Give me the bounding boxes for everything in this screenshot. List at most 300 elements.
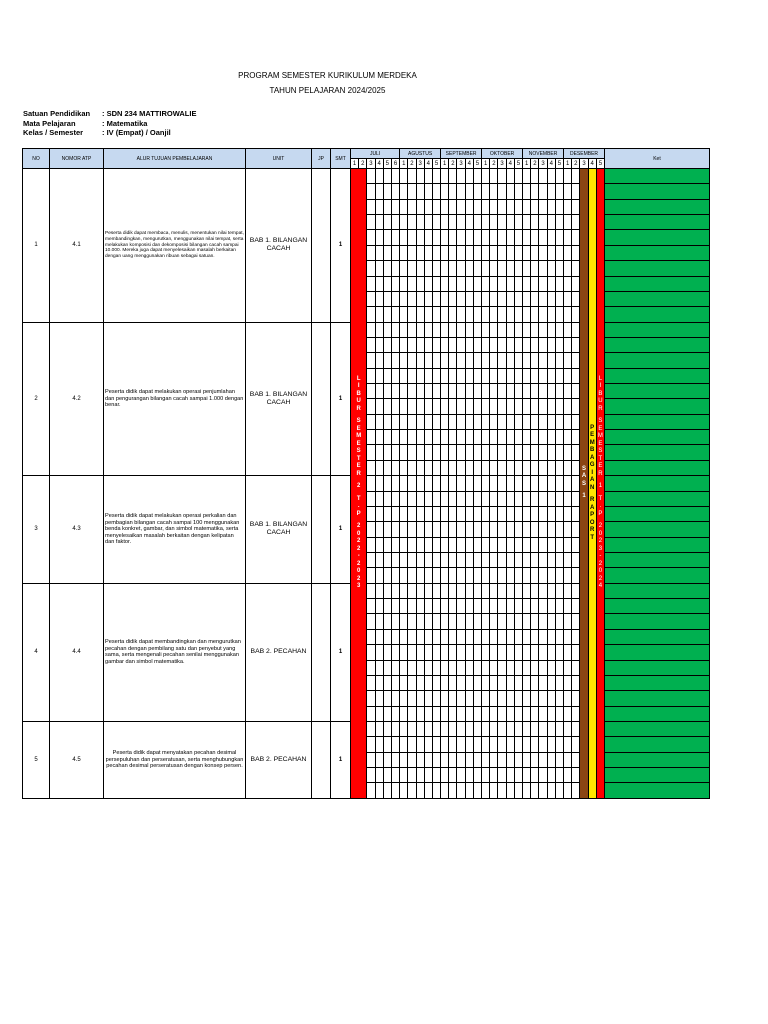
week-cell[interactable] (547, 752, 555, 767)
ket-cell[interactable] (604, 291, 709, 306)
week-cell[interactable] (531, 169, 539, 184)
week-cell[interactable] (482, 261, 490, 276)
week-cell[interactable] (547, 522, 555, 537)
week-cell[interactable] (506, 476, 514, 491)
week-cell[interactable] (449, 752, 457, 767)
week-cell[interactable] (547, 491, 555, 506)
week-cell[interactable] (383, 599, 391, 614)
week-cell[interactable] (514, 399, 522, 414)
week-cell[interactable] (375, 199, 383, 214)
week-cell[interactable] (498, 337, 506, 352)
week-cell[interactable] (531, 737, 539, 752)
week-cell[interactable] (432, 721, 440, 736)
week-cell[interactable] (531, 706, 539, 721)
week-cell[interactable] (473, 353, 481, 368)
week-cell[interactable] (523, 599, 531, 614)
week-cell[interactable] (547, 430, 555, 445)
week-cell[interactable] (547, 276, 555, 291)
week-cell[interactable] (490, 276, 498, 291)
week-cell[interactable] (564, 752, 572, 767)
week-cell[interactable] (391, 445, 399, 460)
week-cell[interactable] (416, 261, 424, 276)
week-cell[interactable] (498, 675, 506, 690)
week-cell[interactable] (514, 583, 522, 598)
week-cell[interactable] (564, 215, 572, 230)
week-cell[interactable] (449, 675, 457, 690)
week-cell[interactable] (465, 276, 473, 291)
week-cell[interactable] (555, 230, 563, 245)
week-cell[interactable] (432, 307, 440, 322)
week-cell[interactable] (391, 430, 399, 445)
week-cell[interactable] (547, 599, 555, 614)
week-cell[interactable] (523, 629, 531, 644)
week-cell[interactable] (367, 169, 375, 184)
week-cell[interactable] (572, 414, 580, 429)
week-cell[interactable] (523, 476, 531, 491)
week-cell[interactable] (547, 768, 555, 783)
week-cell[interactable] (473, 414, 481, 429)
week-cell[interactable] (375, 476, 383, 491)
week-cell[interactable] (383, 184, 391, 199)
week-cell[interactable] (555, 399, 563, 414)
week-cell[interactable] (367, 568, 375, 583)
week-cell[interactable] (465, 522, 473, 537)
week-cell[interactable] (555, 614, 563, 629)
week-cell[interactable] (514, 537, 522, 552)
week-cell[interactable] (408, 230, 416, 245)
week-cell[interactable] (375, 491, 383, 506)
week-cell[interactable] (457, 460, 465, 475)
week-cell[interactable] (564, 522, 572, 537)
week-cell[interactable] (432, 583, 440, 598)
week-cell[interactable] (482, 445, 490, 460)
week-cell[interactable] (564, 430, 572, 445)
week-cell[interactable] (416, 783, 424, 798)
week-cell[interactable] (506, 399, 514, 414)
week-cell[interactable] (400, 522, 408, 537)
week-cell[interactable] (531, 691, 539, 706)
week-cell[interactable] (498, 599, 506, 614)
week-cell[interactable] (408, 276, 416, 291)
week-cell[interactable] (432, 199, 440, 214)
week-cell[interactable] (473, 199, 481, 214)
week-cell[interactable] (383, 384, 391, 399)
week-cell[interactable] (408, 614, 416, 629)
week-cell[interactable] (408, 768, 416, 783)
week-cell[interactable] (424, 245, 432, 260)
week-cell[interactable] (465, 645, 473, 660)
week-cell[interactable] (408, 245, 416, 260)
week-cell[interactable] (383, 660, 391, 675)
week-cell[interactable] (547, 261, 555, 276)
week-cell[interactable] (424, 460, 432, 475)
week-cell[interactable] (490, 291, 498, 306)
week-cell[interactable] (391, 783, 399, 798)
week-cell[interactable] (572, 322, 580, 337)
week-cell[interactable] (432, 414, 440, 429)
week-cell[interactable] (408, 506, 416, 521)
week-cell[interactable] (564, 460, 572, 475)
week-cell[interactable] (367, 353, 375, 368)
week-cell[interactable] (375, 291, 383, 306)
week-cell[interactable] (482, 737, 490, 752)
week-cell[interactable] (400, 245, 408, 260)
week-cell[interactable] (514, 261, 522, 276)
week-cell[interactable] (523, 568, 531, 583)
week-cell[interactable] (555, 337, 563, 352)
week-cell[interactable] (531, 675, 539, 690)
week-cell[interactable] (564, 384, 572, 399)
week-cell[interactable] (564, 721, 572, 736)
week-cell[interactable] (375, 737, 383, 752)
week-cell[interactable] (441, 537, 449, 552)
week-cell[interactable] (473, 291, 481, 306)
week-cell[interactable] (482, 522, 490, 537)
week-cell[interactable] (449, 261, 457, 276)
week-cell[interactable] (408, 737, 416, 752)
week-cell[interactable] (408, 691, 416, 706)
week-cell[interactable] (416, 230, 424, 245)
week-cell[interactable] (482, 276, 490, 291)
week-cell[interactable] (473, 552, 481, 567)
week-cell[interactable] (416, 322, 424, 337)
week-cell[interactable] (375, 460, 383, 475)
week-cell[interactable] (506, 199, 514, 214)
week-cell[interactable] (498, 552, 506, 567)
week-cell[interactable] (391, 460, 399, 475)
week-cell[interactable] (375, 675, 383, 690)
week-cell[interactable] (506, 629, 514, 644)
week-cell[interactable] (424, 675, 432, 690)
week-cell[interactable] (514, 384, 522, 399)
week-cell[interactable] (432, 399, 440, 414)
week-cell[interactable] (555, 445, 563, 460)
week-cell[interactable] (531, 245, 539, 260)
week-cell[interactable] (367, 460, 375, 475)
week-cell[interactable] (457, 783, 465, 798)
week-cell[interactable] (555, 291, 563, 306)
week-cell[interactable] (506, 660, 514, 675)
week-cell[interactable] (432, 353, 440, 368)
week-cell[interactable] (457, 384, 465, 399)
week-cell[interactable] (531, 414, 539, 429)
week-cell[interactable] (465, 721, 473, 736)
week-cell[interactable] (523, 706, 531, 721)
week-cell[interactable] (555, 353, 563, 368)
week-cell[interactable] (441, 322, 449, 337)
week-cell[interactable] (482, 337, 490, 352)
week-cell[interactable] (498, 706, 506, 721)
week-cell[interactable] (490, 568, 498, 583)
week-cell[interactable] (432, 675, 440, 690)
week-cell[interactable] (547, 476, 555, 491)
week-cell[interactable] (514, 230, 522, 245)
week-cell[interactable] (506, 261, 514, 276)
week-cell[interactable] (547, 506, 555, 521)
week-cell[interactable] (564, 368, 572, 383)
week-cell[interactable] (490, 691, 498, 706)
week-cell[interactable] (465, 261, 473, 276)
week-cell[interactable] (506, 276, 514, 291)
week-cell[interactable] (555, 199, 563, 214)
week-cell[interactable] (391, 353, 399, 368)
week-cell[interactable] (498, 522, 506, 537)
week-cell[interactable] (441, 230, 449, 245)
week-cell[interactable] (449, 522, 457, 537)
week-cell[interactable] (375, 261, 383, 276)
week-cell[interactable] (523, 230, 531, 245)
week-cell[interactable] (375, 169, 383, 184)
week-cell[interactable] (514, 568, 522, 583)
week-cell[interactable] (572, 537, 580, 552)
week-cell[interactable] (449, 276, 457, 291)
week-cell[interactable] (400, 261, 408, 276)
week-cell[interactable] (457, 537, 465, 552)
week-cell[interactable] (432, 537, 440, 552)
week-cell[interactable] (539, 599, 547, 614)
week-cell[interactable] (506, 291, 514, 306)
week-cell[interactable] (555, 184, 563, 199)
ket-cell[interactable] (604, 522, 709, 537)
week-cell[interactable] (572, 645, 580, 660)
week-cell[interactable] (555, 768, 563, 783)
week-cell[interactable] (391, 768, 399, 783)
week-cell[interactable] (449, 460, 457, 475)
week-cell[interactable] (375, 384, 383, 399)
week-cell[interactable] (465, 245, 473, 260)
week-cell[interactable] (457, 476, 465, 491)
week-cell[interactable] (416, 491, 424, 506)
week-cell[interactable] (473, 675, 481, 690)
week-cell[interactable] (408, 675, 416, 690)
week-cell[interactable] (416, 675, 424, 690)
week-cell[interactable] (424, 783, 432, 798)
week-cell[interactable] (457, 445, 465, 460)
week-cell[interactable] (473, 399, 481, 414)
week-cell[interactable] (441, 291, 449, 306)
week-cell[interactable] (572, 660, 580, 675)
week-cell[interactable] (408, 721, 416, 736)
week-cell[interactable] (490, 399, 498, 414)
week-cell[interactable] (482, 460, 490, 475)
week-cell[interactable] (416, 768, 424, 783)
week-cell[interactable] (367, 660, 375, 675)
week-cell[interactable] (416, 476, 424, 491)
week-cell[interactable] (572, 491, 580, 506)
week-cell[interactable] (408, 537, 416, 552)
week-cell[interactable] (441, 476, 449, 491)
ket-cell[interactable] (604, 491, 709, 506)
week-cell[interactable] (498, 230, 506, 245)
ket-cell[interactable] (604, 261, 709, 276)
week-cell[interactable] (449, 353, 457, 368)
week-cell[interactable] (523, 583, 531, 598)
week-cell[interactable] (367, 614, 375, 629)
week-cell[interactable] (506, 414, 514, 429)
week-cell[interactable] (473, 445, 481, 460)
week-cell[interactable] (539, 506, 547, 521)
week-cell[interactable] (498, 368, 506, 383)
week-cell[interactable] (400, 353, 408, 368)
week-cell[interactable] (449, 737, 457, 752)
week-cell[interactable] (555, 675, 563, 690)
week-cell[interactable] (457, 261, 465, 276)
week-cell[interactable] (383, 430, 391, 445)
week-cell[interactable] (441, 384, 449, 399)
week-cell[interactable] (416, 245, 424, 260)
week-cell[interactable] (457, 568, 465, 583)
week-cell[interactable] (547, 230, 555, 245)
week-cell[interactable] (473, 245, 481, 260)
week-cell[interactable] (400, 491, 408, 506)
week-cell[interactable] (367, 629, 375, 644)
week-cell[interactable] (408, 706, 416, 721)
week-cell[interactable] (449, 783, 457, 798)
week-cell[interactable] (400, 399, 408, 414)
week-cell[interactable] (473, 645, 481, 660)
week-cell[interactable] (564, 583, 572, 598)
week-cell[interactable] (391, 721, 399, 736)
week-cell[interactable] (441, 261, 449, 276)
week-cell[interactable] (555, 368, 563, 383)
week-cell[interactable] (555, 599, 563, 614)
week-cell[interactable] (490, 599, 498, 614)
week-cell[interactable] (555, 169, 563, 184)
week-cell[interactable] (400, 660, 408, 675)
week-cell[interactable] (490, 368, 498, 383)
week-cell[interactable] (457, 245, 465, 260)
week-cell[interactable] (539, 414, 547, 429)
week-cell[interactable] (441, 737, 449, 752)
week-cell[interactable] (383, 261, 391, 276)
week-cell[interactable] (506, 691, 514, 706)
week-cell[interactable] (432, 291, 440, 306)
week-cell[interactable] (465, 230, 473, 245)
week-cell[interactable] (531, 645, 539, 660)
ket-cell[interactable] (604, 476, 709, 491)
week-cell[interactable] (375, 307, 383, 322)
week-cell[interactable] (498, 721, 506, 736)
week-cell[interactable] (375, 368, 383, 383)
week-cell[interactable] (441, 184, 449, 199)
week-cell[interactable] (465, 752, 473, 767)
week-cell[interactable] (531, 783, 539, 798)
week-cell[interactable] (523, 368, 531, 383)
week-cell[interactable] (523, 537, 531, 552)
week-cell[interactable] (506, 307, 514, 322)
week-cell[interactable] (375, 568, 383, 583)
week-cell[interactable] (449, 322, 457, 337)
week-cell[interactable] (523, 522, 531, 537)
week-cell[interactable] (408, 368, 416, 383)
week-cell[interactable] (375, 522, 383, 537)
week-cell[interactable] (441, 399, 449, 414)
week-cell[interactable] (465, 599, 473, 614)
week-cell[interactable] (498, 184, 506, 199)
week-cell[interactable] (514, 783, 522, 798)
week-cell[interactable] (449, 368, 457, 383)
week-cell[interactable] (531, 291, 539, 306)
week-cell[interactable] (449, 706, 457, 721)
week-cell[interactable] (457, 660, 465, 675)
week-cell[interactable] (555, 752, 563, 767)
week-cell[interactable] (375, 399, 383, 414)
week-cell[interactable] (424, 368, 432, 383)
week-cell[interactable] (400, 675, 408, 690)
week-cell[interactable] (473, 614, 481, 629)
week-cell[interactable] (367, 706, 375, 721)
week-cell[interactable] (539, 384, 547, 399)
week-cell[interactable] (367, 522, 375, 537)
week-cell[interactable] (367, 675, 375, 690)
week-cell[interactable] (383, 445, 391, 460)
week-cell[interactable] (416, 430, 424, 445)
week-cell[interactable] (555, 307, 563, 322)
week-cell[interactable] (572, 291, 580, 306)
ket-cell[interactable] (604, 660, 709, 675)
week-cell[interactable] (547, 353, 555, 368)
week-cell[interactable] (564, 629, 572, 644)
week-cell[interactable] (539, 276, 547, 291)
week-cell[interactable] (473, 276, 481, 291)
week-cell[interactable] (473, 476, 481, 491)
week-cell[interactable] (400, 430, 408, 445)
week-cell[interactable] (514, 460, 522, 475)
week-cell[interactable] (482, 215, 490, 230)
week-cell[interactable] (506, 737, 514, 752)
week-cell[interactable] (555, 660, 563, 675)
week-cell[interactable] (400, 645, 408, 660)
ket-cell[interactable] (604, 583, 709, 598)
week-cell[interactable] (367, 491, 375, 506)
week-cell[interactable] (514, 169, 522, 184)
week-cell[interactable] (539, 537, 547, 552)
week-cell[interactable] (514, 414, 522, 429)
week-cell[interactable] (391, 414, 399, 429)
week-cell[interactable] (572, 629, 580, 644)
week-cell[interactable] (424, 184, 432, 199)
week-cell[interactable] (547, 660, 555, 675)
week-cell[interactable] (564, 491, 572, 506)
week-cell[interactable] (383, 706, 391, 721)
week-cell[interactable] (490, 261, 498, 276)
week-cell[interactable] (473, 215, 481, 230)
ket-cell[interactable] (604, 322, 709, 337)
week-cell[interactable] (482, 783, 490, 798)
week-cell[interactable] (482, 169, 490, 184)
week-cell[interactable] (408, 399, 416, 414)
week-cell[interactable] (391, 660, 399, 675)
week-cell[interactable] (449, 552, 457, 567)
week-cell[interactable] (383, 276, 391, 291)
week-cell[interactable] (506, 675, 514, 690)
week-cell[interactable] (367, 506, 375, 521)
week-cell[interactable] (432, 430, 440, 445)
week-cell[interactable] (531, 322, 539, 337)
week-cell[interactable] (416, 691, 424, 706)
week-cell[interactable] (490, 768, 498, 783)
week-cell[interactable] (547, 706, 555, 721)
week-cell[interactable] (572, 337, 580, 352)
week-cell[interactable] (506, 215, 514, 230)
week-cell[interactable] (572, 169, 580, 184)
week-cell[interactable] (547, 215, 555, 230)
week-cell[interactable] (383, 614, 391, 629)
week-cell[interactable] (531, 307, 539, 322)
week-cell[interactable] (539, 169, 547, 184)
week-cell[interactable] (400, 721, 408, 736)
week-cell[interactable] (383, 768, 391, 783)
